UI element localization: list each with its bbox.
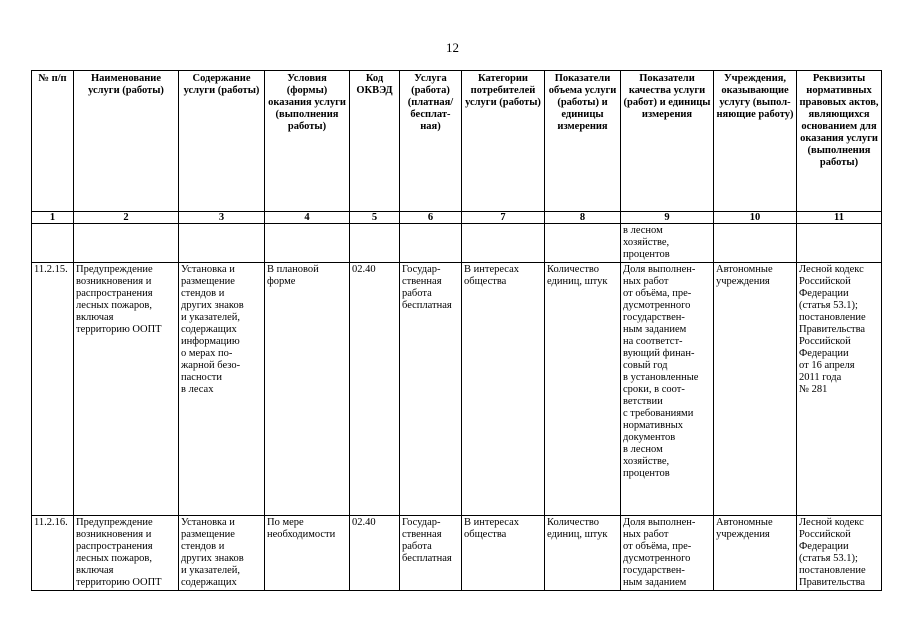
cell-volume: Количество единиц, штук	[545, 516, 621, 591]
header-institutions: Учреждения, оказывающие услугу (выпол-няющие работу)	[714, 71, 797, 212]
cell-requisites	[797, 224, 882, 263]
cell-volume: Количество единиц, штук	[545, 263, 621, 516]
header-name: Наименование услуги (работы)	[74, 71, 179, 212]
column-number: 1	[32, 212, 74, 224]
table-row	[32, 263, 882, 516]
column-number-row	[32, 212, 882, 224]
cell-requisites: Лесной кодекс Российской Федерации (статья 53.1); постановление Правительства	[797, 516, 882, 591]
header-conditions: Условия (формы) оказания услуги (выполнения работы)	[265, 71, 350, 212]
cell-conditions: В плановой форме	[265, 263, 350, 516]
table-row	[32, 516, 882, 591]
cell-institutions: Автономные учреждения	[714, 263, 797, 516]
cell-paid: Государ- ственная работа бесплатная	[400, 516, 462, 591]
header-content: Содержание услуги (работы)	[179, 71, 265, 212]
header-okved: Код ОКВЭД	[350, 71, 400, 212]
cell-content: Установка и размещение стендов и других знаков и указателей, содержащих информацию о мерах по- жарной безо- пасности в лесах	[179, 263, 265, 516]
cell-conditions: По мере необходимости	[265, 516, 350, 591]
header-requisites: Реквизиты нормативных правовых актов, являющихся основанием для оказания услуги (выполнения работы)	[797, 71, 882, 212]
header-paid: Услуга (работа) (платная/ бесплат-ная)	[400, 71, 462, 212]
cell-name	[74, 224, 179, 263]
cell-quality: Доля выполнен- ных работ от объёма, пре- дусмотренного государствен- ным заданием на соответст- вующий финан- совый год в установленные сроки, в соот- ветствии с требованиями нормативных документов в лесном хозяйстве, процентов	[621, 263, 714, 516]
cell-paid: Государ- ственная работа бесплатная	[400, 263, 462, 516]
header-volume: Показатели объема услуги (работы) и единицы измерения	[545, 71, 621, 212]
header-row	[32, 71, 882, 212]
cell-okved: 02.40	[350, 516, 400, 591]
column-number: 6	[400, 212, 462, 224]
cell-volume	[545, 224, 621, 263]
cell-quality: Доля выполнен- ных работ от объёма, пре- дусмотренного государствен- ным заданием	[621, 516, 714, 591]
column-number: 9	[621, 212, 714, 224]
services-table	[31, 70, 882, 591]
cell-consumers	[462, 224, 545, 263]
column-number: 11	[797, 212, 882, 224]
cell-paid	[400, 224, 462, 263]
column-number: 7	[462, 212, 545, 224]
cell-name: Предупреждение возникновения и распространения лесных пожаров, включая территорию ООПТ	[74, 516, 179, 591]
header-num: № п/п	[32, 71, 74, 212]
cell-okved	[350, 224, 400, 263]
column-number: 3	[179, 212, 265, 224]
cell-name: Предупреждение возникновения и распространения лесных пожаров, включая территорию ООПТ	[74, 263, 179, 516]
cell-consumers: В интересах общества	[462, 516, 545, 591]
header-quality: Показатели качества услуги (работ) и единицы измерения	[621, 71, 714, 212]
header-consumers: Категории потребителей услуги (работы)	[462, 71, 545, 212]
cell-okved: 02.40	[350, 263, 400, 516]
column-number: 4	[265, 212, 350, 224]
page-number: 12	[446, 40, 459, 55]
cell-institutions	[714, 224, 797, 263]
table-row-continuation	[32, 224, 882, 263]
cell-quality: в лесном хозяйстве, процентов	[621, 224, 714, 263]
cell-institutions: Автономные учреждения	[714, 516, 797, 591]
column-number: 8	[545, 212, 621, 224]
cell-conditions	[265, 224, 350, 263]
cell-num: 11.2.16.	[32, 516, 74, 591]
cell-content	[179, 224, 265, 263]
column-number: 5	[350, 212, 400, 224]
cell-num: 11.2.15.	[32, 263, 74, 516]
cell-content: Установка и размещение стендов и других знаков и указателей, содержащих	[179, 516, 265, 591]
cell-requisites: Лесной кодекс Российской Федерации (статья 53.1); постановление Правительства Российской Федерации от 16 апреля 2011 года № 281	[797, 263, 882, 516]
column-number: 10	[714, 212, 797, 224]
cell-consumers: В интересах общества	[462, 263, 545, 516]
column-number: 2	[74, 212, 179, 224]
cell-num	[32, 224, 74, 263]
